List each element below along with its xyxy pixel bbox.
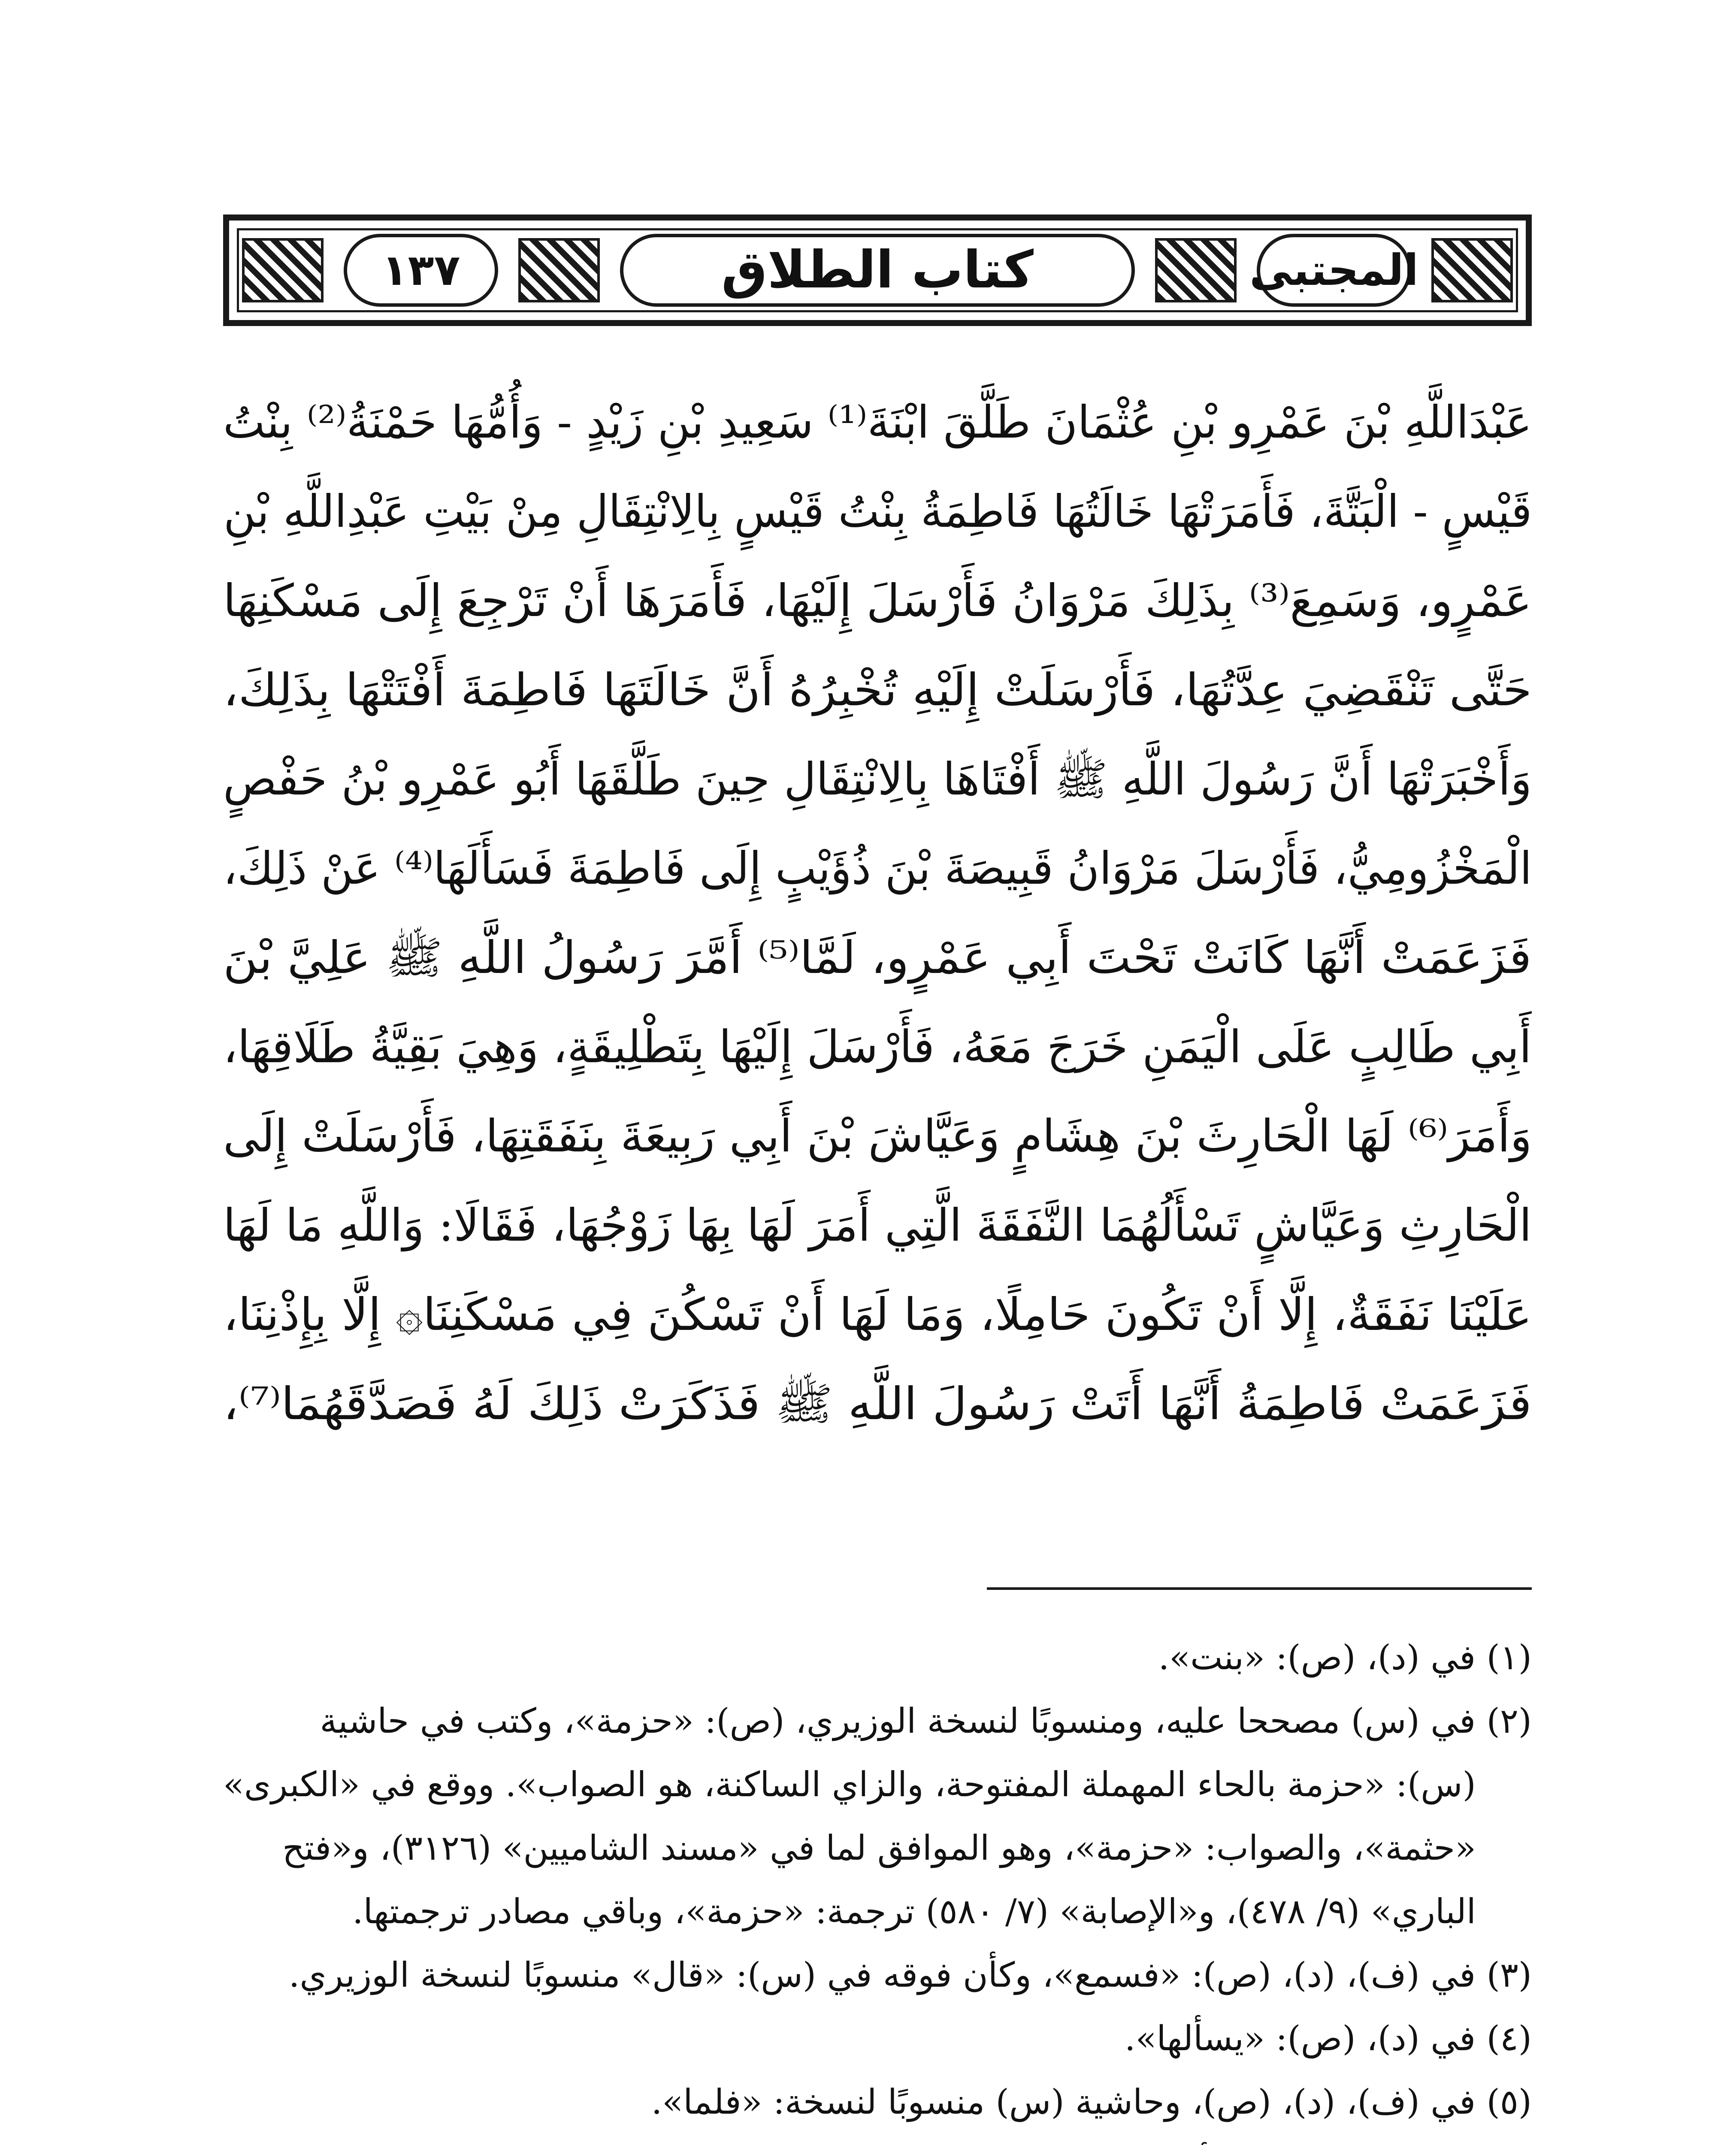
footnote: (٢) في (س) مصححا عليه، ومنسوبًا لنسخة الوزيري، (ص): «حزمة»، وكتب في حاشية bbox=[320, 1701, 1532, 1741]
right-inner-ornament bbox=[1155, 238, 1237, 302]
text-line: وَأَخْبَرَتْهَا أَنَّ رَسُولَ اللَّهِ ﷺ أَفْتَاهَا بِالِانْتِقَالِ حِينَ طَلَّقَهَا أَبُو عَمْرِو بْنُ حَفْصٍ bbox=[223, 753, 1532, 805]
text-line: فَزَعَمَتْ فَاطِمَةُ أَنَّهَا أَتَتْ رَسُولَ اللَّهِ ﷺ فَذَكَرَتْ ذَلِكَ لَهُ فَصَدَّقَهُمَا⁽⁷⁾، bbox=[223, 1378, 1532, 1430]
book-name-cartouche bbox=[1249, 234, 1418, 307]
text-line: الْمَخْزُومِيُّ، فَأَرْسَلَ مَرْوَانُ قَبِيصَةَ بْنَ ذُؤَيْبٍ إِلَى فَاطِمَةَ فَسَأَلَهَا⁽⁴⁾ عَنْ ذَلِكَ، bbox=[223, 842, 1532, 894]
footnote-continuation: الباري» (٩/ ٤٧٨)، و«الإصابة» (٧/ ٥٨٠) ترجمة: «حزمة»، وباقي مصادر ترجمتها. bbox=[352, 1891, 1476, 1931]
left-ornament bbox=[242, 238, 324, 302]
footnote: (٥) في (ف)، (د)، (ص)، وحاشية (س) منسوبًا لنسخة: «فلما». bbox=[651, 2082, 1532, 2122]
text-line: الْحَارِثِ وَعَيَّاشٍ تَسْأَلُهُمَا النَّفَقَةَ الَّتِي أَمَرَ لَهَا بِهَا زَوْجُهَا، فَقَالَا: وَاللَّهِ مَا لَهَا bbox=[223, 1199, 1532, 1251]
text-line: أَبِي طَالِبٍ عَلَى الْيَمَنِ خَرَجَ مَعَهُ، فَأَرْسَلَ إِلَيْهَا بِتَطْلِيقَةٍ، وَهِيَ بَقِيَّةُ طَلَاقِهَا، bbox=[223, 1021, 1532, 1073]
chapter-title-cartouche bbox=[620, 234, 1135, 307]
right-ornament bbox=[1431, 238, 1513, 302]
text-line: عَبْدَاللَّهِ بْنَ عَمْرِو بْنِ عُثْمَانَ طَلَّقَ ابْنَةَ⁽¹⁾ سَعِيدِ بْنِ زَيْدٍ - وَأُمُّهَا حَمْنَةُ⁽²⁾ بِنْتُ bbox=[223, 396, 1532, 448]
footnotes bbox=[223, 1626, 1532, 2145]
footnote: (٤) في (د)، (ص): «يسألها». bbox=[1125, 2018, 1532, 2058]
text-line: قَيْسٍ - الْبَتَّةَ، فَأَمَرَتْهَا خَالَتُهَا فَاطِمَةُ بِنْتُ قَيْسٍ بِالِانْتِقَالِ مِنْ بَيْتِ عَبْدِاللَّهِ بْنِ bbox=[223, 485, 1532, 538]
page-number-cartouche bbox=[344, 234, 498, 307]
footnote bbox=[223, 2134, 1532, 2145]
footnote-separator bbox=[987, 1587, 1532, 1590]
text-line: وَأَمَرَ⁽⁶⁾ لَهَا الْحَارِثَ بْنَ هِشَامٍ وَعَيَّاشَ بْنَ أَبِي رَبِيعَةَ بِنَفَقَتِهَا، فَأَرْسَلَتْ إِلَى bbox=[223, 1110, 1532, 1162]
text-line: حَتَّى تَنْقَضِيَ عِدَّتُهَا، فَأَرْسَلَتْ إِلَيْهِ تُخْبِرُهُ أَنَّ خَالَتَهَا فَاطِمَةَ أَفْتَتْهَا بِذَلِكَ، bbox=[223, 664, 1532, 716]
chapter-title: كتاب الطلاق bbox=[721, 240, 1034, 300]
page-header bbox=[223, 214, 1532, 326]
footnote: (٣) في (ف)، (د)، (ص): «فسمع»، وكأن فوقه في (س): «قال» منسوبًا لنسخة الوزيري. bbox=[288, 1955, 1532, 1995]
footnote-continuation: «حثمة»، والصواب: «حزمة»، وهو الموافق لما في «مسند الشاميين» (٣١٢٦)، و«فتح bbox=[282, 1828, 1476, 1868]
left-inner-ornament bbox=[518, 238, 600, 302]
text-line: عَلَيْنَا نَفَقَةٌ، إِلَّا أَنْ تَكُونَ حَامِلًا، وَمَا لَهَا أَنْ تَسْكُنَ فِي مَسْكَنِنَا۞ إِلَّا بِإِذْنِنَا، bbox=[223, 1288, 1532, 1341]
main-text bbox=[223, 378, 1532, 1448]
footnote: (١) في (د)، (ص): «بنت». bbox=[1158, 1637, 1532, 1677]
book-name: المجتبى bbox=[1249, 245, 1418, 295]
footnote-continuation: (س): «حزمة بالحاء المهملة المفتوحة، والزاي الساكنة، هو الصواب». ووقع في «الكبرى» bbox=[223, 1764, 1476, 1804]
page-number: ١٣٧ bbox=[381, 245, 460, 295]
text-line: عَمْرٍو، وَسَمِعَ⁽³⁾ بِذَلِكَ مَرْوَانُ فَأَرْسَلَ إِلَيْهَا، فَأَمَرَهَا أَنْ تَرْجِعَ إِلَى مَسْكَنِهَا bbox=[223, 574, 1532, 627]
text-line: فَزَعَمَتْ أَنَّهَا كَانَتْ تَحْتَ أَبِي عَمْرٍو، لَمَّا⁽⁵⁾ أَمَّرَ رَسُولُ اللَّهِ ﷺ عَلِيَّ بْنَ bbox=[223, 931, 1532, 984]
